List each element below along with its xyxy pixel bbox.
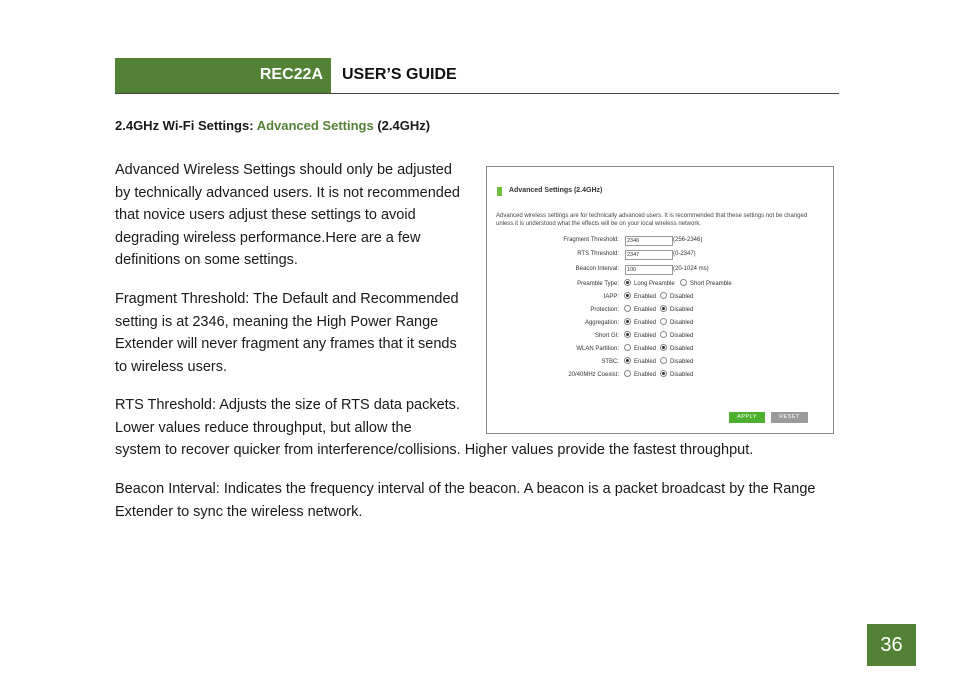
field-label: Fragment Threshold:	[563, 237, 619, 243]
model-name: REC22A	[259, 66, 323, 83]
option-label: Enabled	[634, 307, 657, 314]
option-label: Enabled	[634, 294, 657, 301]
heading-highlight: Advanced Settings	[256, 118, 374, 133]
option-label: Enabled	[634, 333, 657, 340]
option-label: Disabled	[670, 372, 694, 379]
guide-title: USER’S GUIDE	[342, 66, 457, 83]
enabled-radio[interactable]	[624, 345, 656, 352]
disabled-radio[interactable]	[660, 371, 693, 378]
long-preamble-radio[interactable]	[624, 280, 675, 287]
option-row-label: WLAN Partition:	[576, 346, 619, 352]
radio-selected-icon	[624, 357, 631, 364]
option-row-label: IAPP:	[603, 294, 619, 300]
radio-selected-icon	[624, 292, 631, 299]
option-row-label: Protection:	[590, 307, 619, 313]
enabled-radio[interactable]	[624, 332, 656, 339]
radio-selected-icon	[660, 344, 667, 351]
rts-threshold-row	[487, 250, 833, 261]
radio-selected-icon	[660, 370, 667, 377]
field-range: (0-2347)	[673, 251, 696, 257]
advanced-settings-screenshot	[486, 166, 834, 434]
heading-suffix: (2.4GHz)	[373, 118, 431, 133]
coexist-row	[487, 371, 833, 382]
disabled-radio[interactable]	[660, 358, 693, 365]
field-label: Beacon Interval:	[575, 266, 619, 272]
iapp-row	[487, 293, 833, 304]
enabled-radio[interactable]	[624, 306, 656, 313]
apply-button[interactable]: APPLY	[729, 412, 765, 423]
option-label: Disabled	[670, 307, 694, 314]
option-label: Disabled	[670, 320, 694, 327]
disabled-radio[interactable]	[660, 306, 693, 313]
preamble-type-row	[487, 280, 833, 291]
enabled-radio[interactable]	[624, 371, 656, 378]
option-label: Disabled	[670, 359, 694, 366]
option-label: Long Preamble	[634, 281, 675, 288]
radio-icon	[624, 370, 631, 377]
enabled-radio[interactable]	[624, 319, 656, 326]
beacon-interval-row	[487, 265, 833, 276]
option-label: Enabled	[634, 346, 657, 353]
paragraph-rts-threshold-start: RTS Threshold: Adjusts the size of RTS data packets. Lower values reduce throughput, but allow the	[115, 397, 460, 436]
disabled-radio[interactable]	[660, 332, 693, 339]
radio-icon	[660, 318, 667, 325]
field-range: (256-2346)	[673, 237, 703, 243]
enabled-radio[interactable]	[624, 293, 656, 300]
header-divider	[115, 93, 839, 94]
option-label: Short Preamble	[690, 281, 732, 288]
option-row-label: Aggregation:	[584, 320, 619, 326]
radio-icon	[624, 305, 631, 312]
option-label: Disabled	[670, 333, 694, 340]
aggregation-row	[487, 319, 833, 330]
screenshot-title: Advanced Settings (2.4GHz)	[509, 187, 603, 194]
radio-icon	[624, 344, 631, 351]
disabled-radio[interactable]	[660, 319, 693, 326]
section-heading	[115, 118, 430, 133]
radio-selected-icon	[624, 279, 631, 286]
disabled-radio[interactable]	[660, 293, 693, 300]
page-number: 36	[867, 624, 916, 666]
option-label: Disabled	[670, 346, 694, 353]
disabled-radio[interactable]	[660, 345, 693, 352]
heading-prefix: 2.4GHz Wi-Fi Settings:	[115, 118, 257, 133]
field-label: RTS Threshold:	[577, 251, 619, 257]
wlan-partition-row	[487, 345, 833, 356]
field-range: (20-1024 ms)	[673, 266, 709, 272]
radio-icon	[660, 331, 667, 338]
screenshot-description: Advanced wireless settings are for technically advanced users. It is recommended that these settings not be changed unless it is understood what the effects will be on your local wireless network.	[496, 213, 808, 227]
radio-selected-icon	[624, 331, 631, 338]
rts-threshold-input[interactable]: 2347	[625, 250, 673, 260]
title-accent-bar	[497, 187, 502, 196]
radio-selected-icon	[660, 305, 667, 312]
radio-selected-icon	[624, 318, 631, 325]
option-row-label: STBC:	[601, 359, 619, 365]
beacon-interval-input[interactable]: 100	[625, 265, 673, 275]
protection-row	[487, 306, 833, 317]
paragraph-fragment-threshold: Fragment Threshold: The Default and Recommended setting is at 2346, meaning the High Power Range Extender will never fragment any frames that it sends to wireless users.	[115, 291, 459, 375]
option-label: Enabled	[634, 359, 657, 366]
short-gi-row	[487, 332, 833, 343]
option-label: Disabled	[670, 294, 694, 301]
enabled-radio[interactable]	[624, 358, 656, 365]
paragraph-intro: Advanced Wireless Settings should only be adjusted by technically advanced users. It is not recommended that novice users adjust these settings to avoid degrading wireless performance.Here are a few definitions on some settings.	[115, 162, 460, 268]
option-label: Enabled	[634, 320, 657, 327]
radio-icon	[660, 292, 667, 299]
option-label: Enabled	[634, 372, 657, 379]
fragment-threshold-input[interactable]: 2346	[625, 236, 673, 246]
option-row-label: Short GI:	[594, 333, 619, 339]
reset-button[interactable]: RESET	[771, 412, 808, 423]
short-preamble-radio[interactable]	[680, 280, 732, 287]
radio-icon	[680, 279, 687, 286]
option-row-label: 20/40MHz Coexist:	[568, 372, 619, 378]
paragraph-beacon-interval: Beacon Interval: Indicates the frequency interval of the beacon. A beacon is a packet broadcast by the Range Extender to sync the wireless network.	[115, 481, 816, 520]
header-band	[115, 58, 331, 93]
fragment-threshold-row	[487, 236, 833, 247]
radio-icon	[660, 357, 667, 364]
preamble-label: Preamble Type:	[577, 281, 619, 287]
paragraph-rts-threshold-end: system to recover quicker from interference/collisions. Higher values provide the fastest throughput.	[115, 442, 754, 458]
stbc-row	[487, 358, 833, 369]
